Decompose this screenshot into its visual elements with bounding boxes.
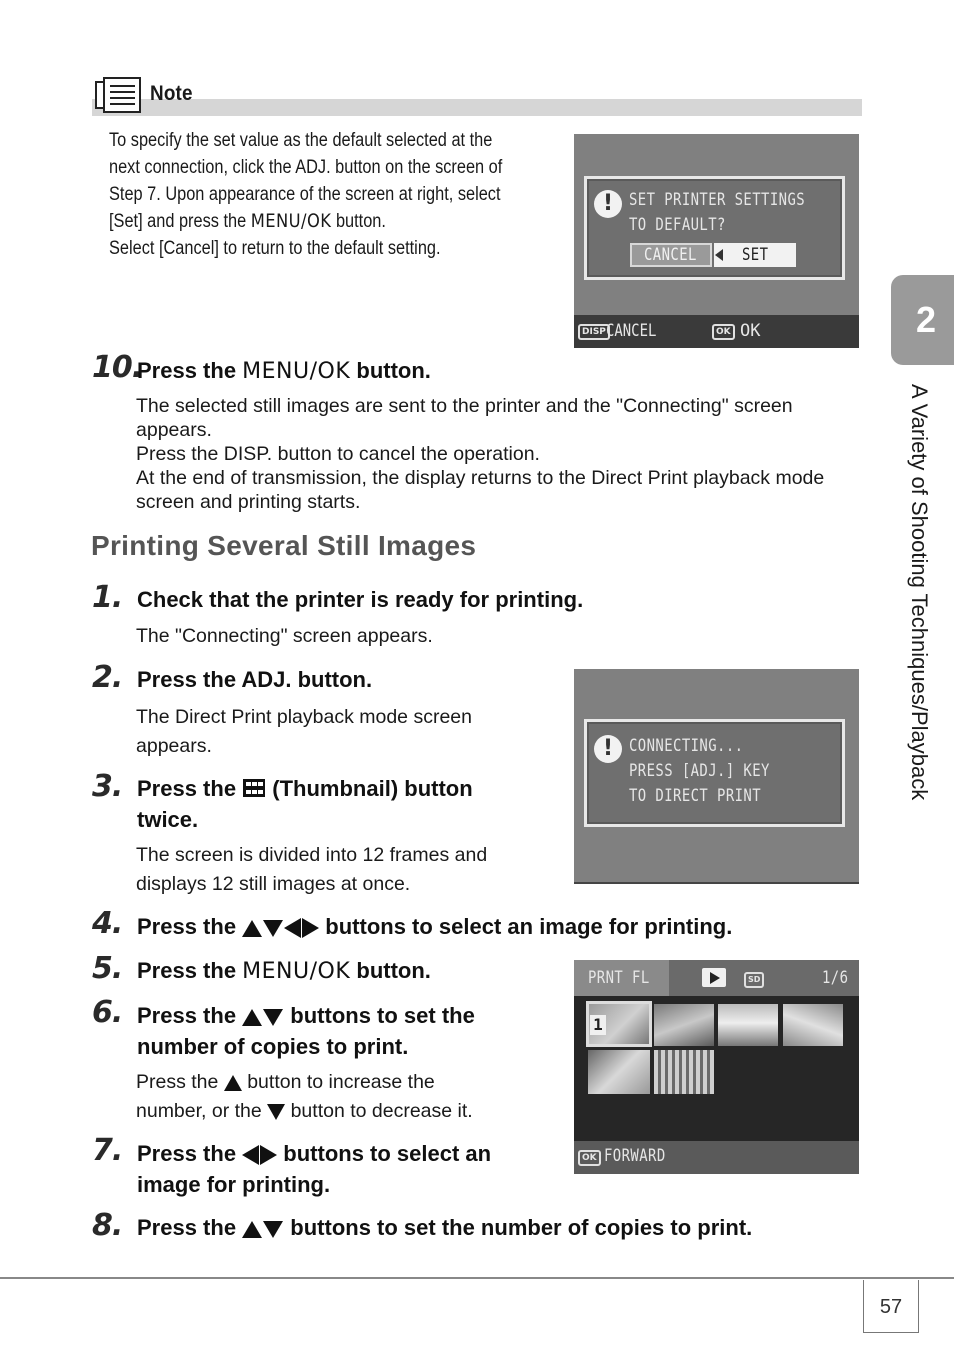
dialog-line: SET PRINTER SETTINGS [629,190,806,210]
menu-ok-key: MENU/OK [242,959,351,984]
chapter-title: A Variety of Shooting Techniques/Playback [907,384,932,801]
step-title: Press the MENU/OK button. [137,958,431,984]
left-arrow-icon [715,249,723,261]
down-arrow-icon [263,1221,283,1238]
left-arrow-icon [242,1145,259,1165]
step-title: Press the buttons to select an image for printing. [137,1141,492,1197]
up-arrow-icon [224,1075,242,1091]
chapter-tab: 2 [891,275,954,365]
warning-icon: ! [594,735,622,763]
dialog-line: TO DEFAULT? [629,215,726,235]
step-number: 4. [92,906,123,941]
step-body: The "Connecting" screen appears. [136,625,433,647]
step-number: 7. [92,1133,123,1168]
step-number: 6. [92,995,123,1030]
step-body: The selected still images are sent to the printer and the "Connecting" screen appears. Press the DISP. button to cancel the operation. At the end of transmission, the display returns to the Direct Print playback mode screen and printing starts. [136,395,825,513]
step-number: 1. [92,580,123,615]
step-title: Press the ADJ. button. [137,667,373,692]
play-icon [702,968,726,987]
camera-screen-thumbnails [574,960,859,1174]
note-body [109,127,573,262]
step-number: 10. [92,350,143,385]
camera-screen-set-default: ! SET PRINTER SETTINGS TO DEFAULT? CANCEL SET DISP CANCEL OK OK [574,134,859,348]
image-counter: 1/6 [822,968,849,988]
thumbnail [654,1004,714,1046]
ok-button-icon: OK [712,324,735,340]
note-title: Note [150,82,193,105]
step-title: Press the MENU/OK button. [137,358,431,384]
footer-rule [0,1277,954,1279]
up-arrow-icon [242,1009,262,1026]
step-title: Check that the printer is ready for printing. [137,587,584,612]
right-arrow-icon [260,1145,277,1165]
thumbnail [654,1050,714,1094]
step-number: 3. [92,769,123,804]
up-arrow-icon [242,920,262,937]
step-title: Press the buttons to set the number of copies to print. [137,1003,475,1059]
copies-count: 1 [590,1015,606,1035]
dialog-line: CONNECTING... [629,736,744,756]
note-line: [Set] and press the MENU/OK button. [109,210,386,232]
menu-ok-key: MENU/OK [250,210,332,232]
step-number: 8. [92,1208,123,1243]
dialog-line: PRESS [ADJ.] KEY [629,761,770,781]
step-body: The screen is divided into 12 frames and displays 12 still images at once. [136,844,488,895]
print-file-label: PRNT FL [588,968,650,988]
step-body: The Direct Print playback mode screen appears. [136,706,472,757]
camera-screen-connecting [574,669,859,884]
thumbnail [588,1050,650,1094]
note-icon [93,76,143,116]
right-arrow-icon [302,918,319,938]
note-line: next connection, click the ADJ. button on the screen of [109,157,503,178]
step-number: 5. [92,951,123,986]
note-line: Select [Cancel] to return to the default setting. [109,238,441,259]
step-body: Press the button to increase the number, or the button to decrease it. [136,1071,473,1122]
down-arrow-icon [267,1104,285,1120]
step-number: 2. [92,660,123,695]
screen-footer: DISP CANCEL OK OK [574,315,859,348]
step-title: Press the buttons to set the number of copies to print. [137,1215,753,1240]
thumbnail-icon [242,778,266,798]
menu-ok-key: MENU/OK [242,359,351,384]
step-title: Press the (Thumbnail) button twice. [137,776,473,832]
ok-button-icon: OK [578,1150,601,1166]
note-line: Step 7. Upon appearance of the screen at right, select [109,184,501,205]
sd-card-icon: SD [744,972,764,988]
disp-button-icon: DISP [578,324,610,340]
page-number: 57 [863,1280,919,1333]
left-arrow-icon [284,918,301,938]
thumbnail [783,1004,843,1046]
down-arrow-icon [263,1009,283,1026]
dialog-line: TO DIRECT PRINT [629,786,762,806]
note-line: To specify the set value as the default selected at the [109,130,493,151]
up-arrow-icon [242,1221,262,1238]
warning-icon: ! [594,190,622,218]
forward-label: FORWARD [604,1146,666,1166]
section-heading: Printing Several Still Images [91,530,477,561]
note-header-bar [92,99,862,116]
step-title: Press the buttons to select an image for printing. [137,914,733,939]
down-arrow-icon [263,920,283,937]
thumbnail [718,1004,778,1046]
